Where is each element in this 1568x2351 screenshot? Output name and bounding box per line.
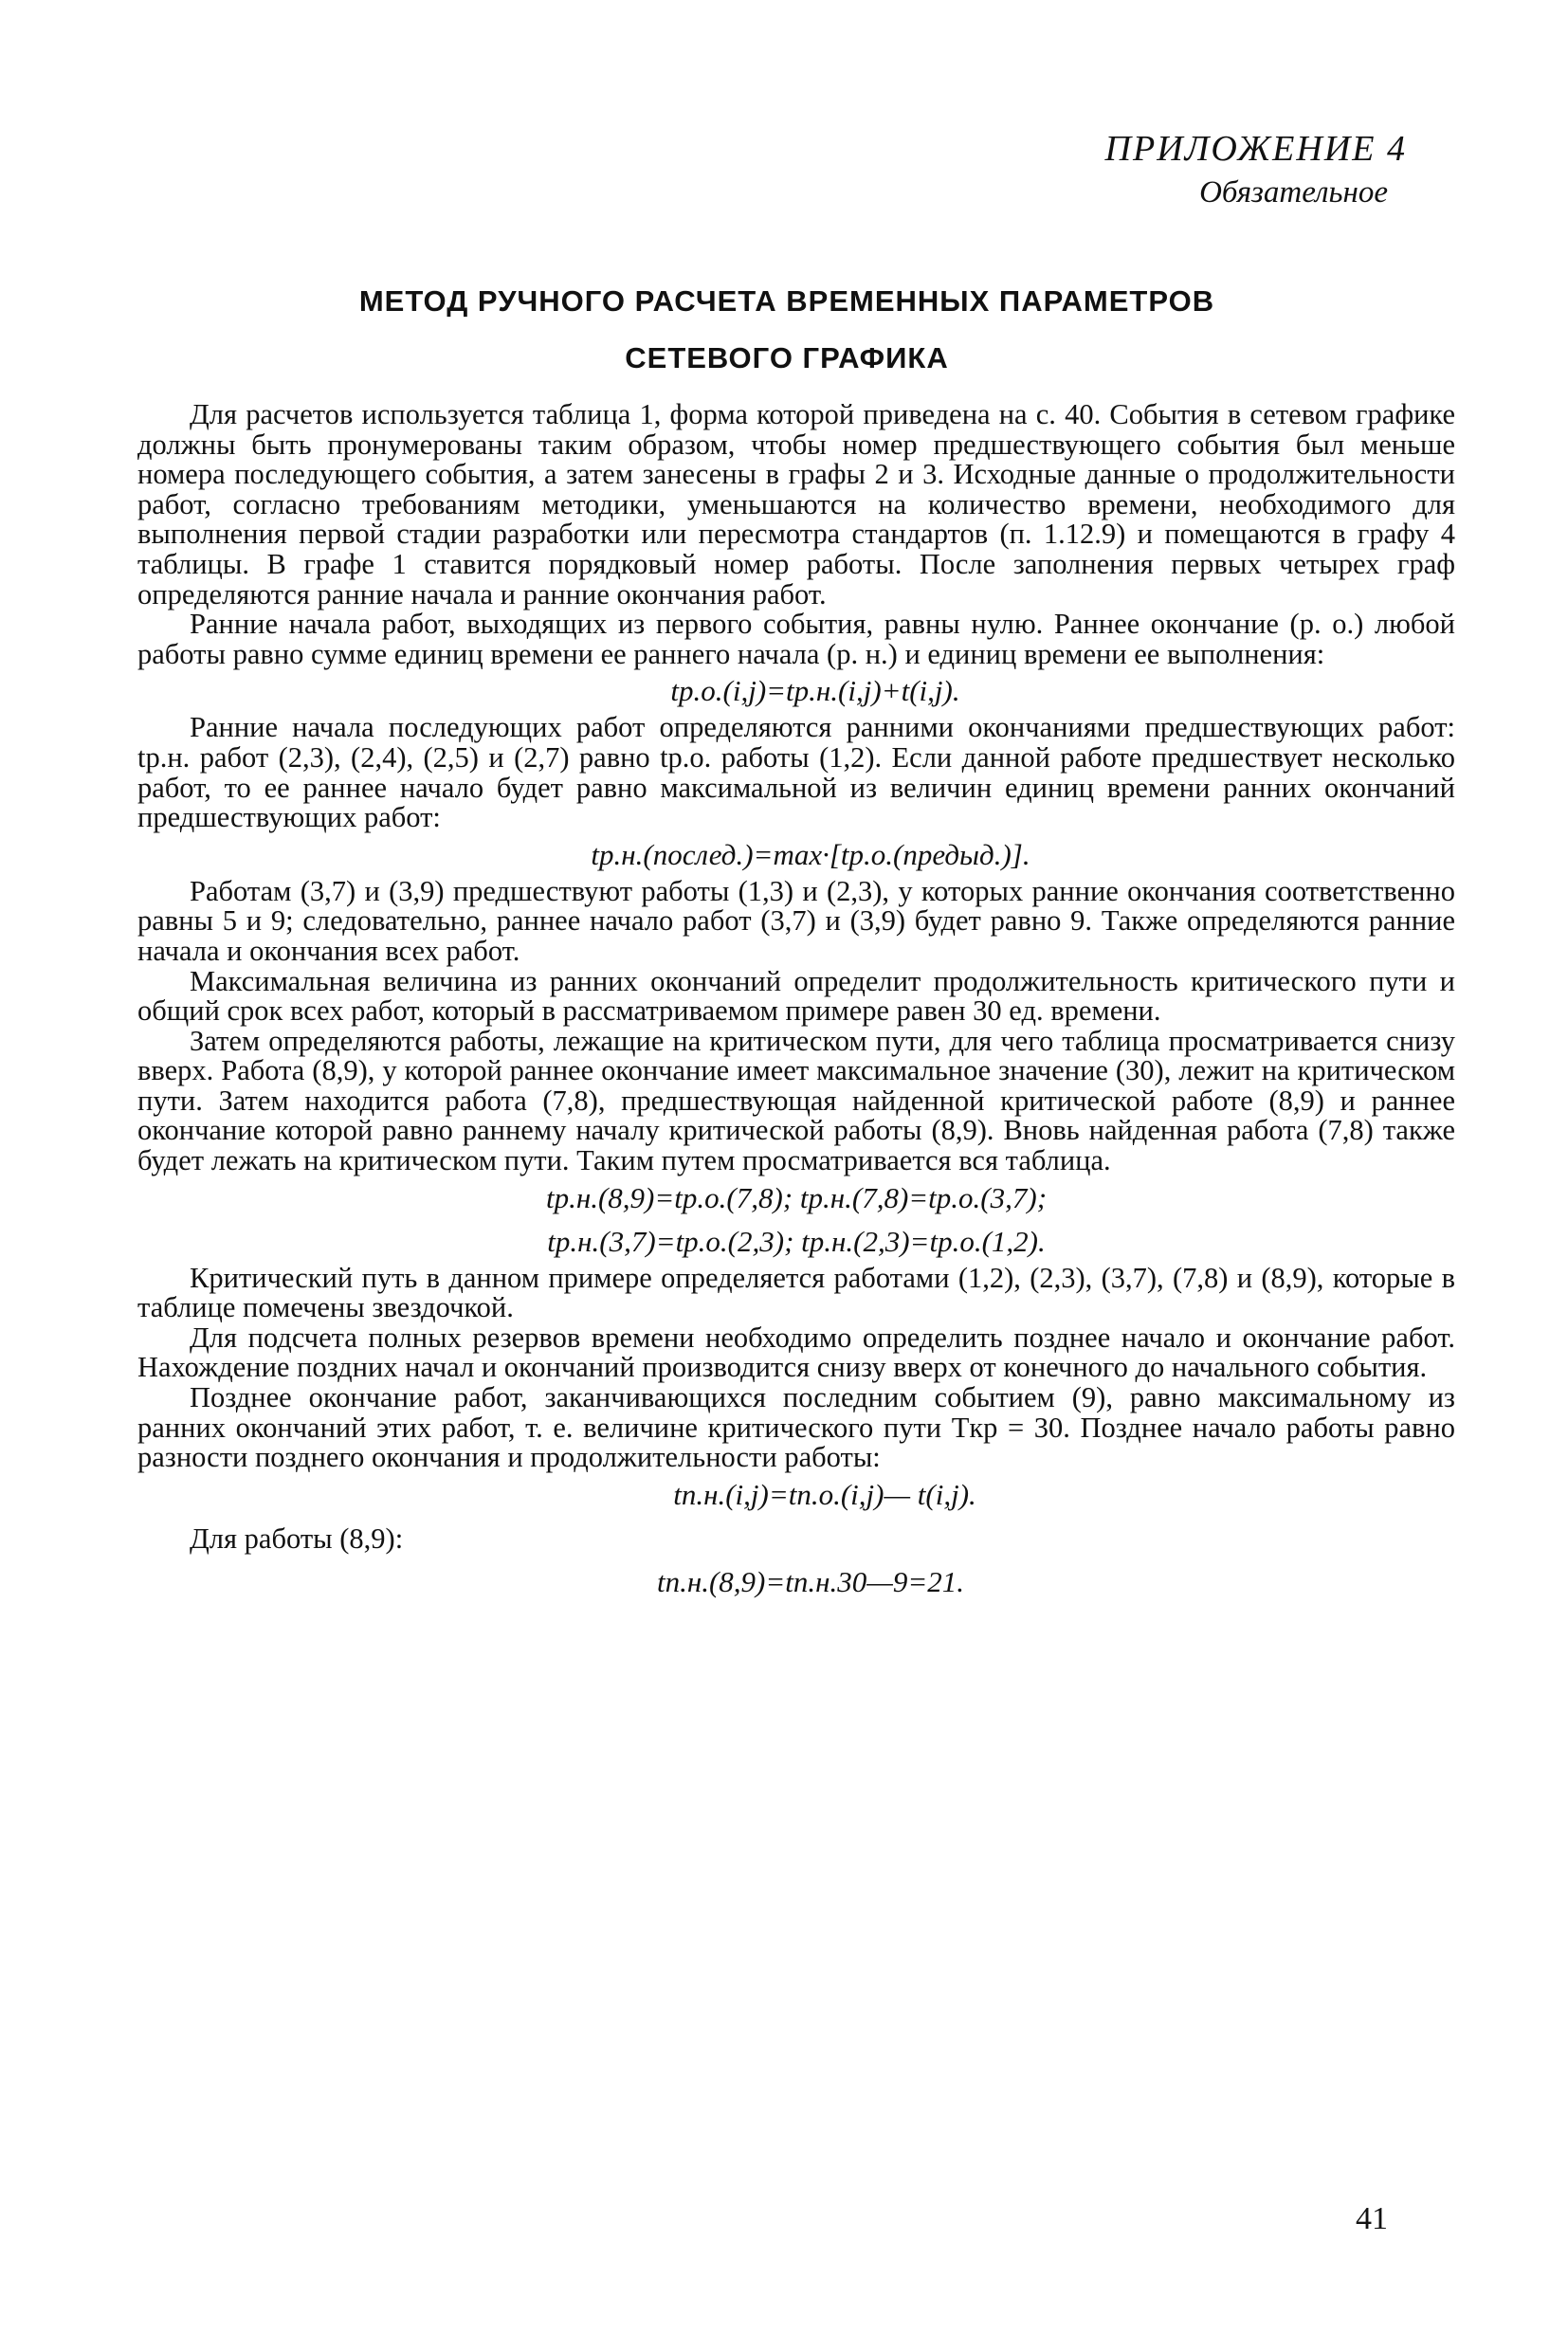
title-line-1: МЕТОД РУЧНОГО РАСЧЕТА ВРЕМЕННЫХ ПАРАМЕТРОВ bbox=[358, 284, 1215, 318]
paragraph-1: Для расчетов используется таблица 1, форма которой приведена на с. 40. События в сетевом графике должны быть пронумерованы таким образом, чтобы номер предшествующего события был меньше номера последующего события, а затем занесены в графы 2 и 3. Исходные данные о продолжительности работ, согласно требованиям методики, уменьшаются на количество времени, необходимого для выполнения первой стадии разработки или пересмотра стандартов (п. 1.12.9) и помещаются в графу 4 таблицы. В графе 1 ставится порядковый номер работы. После заполнения первых четырех граф определяются ранние начала и ранние окончания работ. bbox=[137, 398, 1455, 611]
document-body bbox=[137, 400, 1455, 1604]
formula-critical-path-2: tр.н.(3,7)=tр.о.(2,3); tр.н.(2,3)=tр.о.(1,2). bbox=[547, 1224, 1046, 1258]
formula-critical-path-1: tр.н.(8,9)=tр.о.(7,8); tр.н.(7,8)=tр.о.(3,7); bbox=[545, 1180, 1048, 1214]
formula-late-start: tп.н.(i,j)=tп.о.(i,j)— t(i,j). bbox=[673, 1477, 976, 1511]
paragraph-2: Ранние начала работ, выходящих из первого события, равны нулю. Раннее окончание (р. о.) любой работы равно сумме единиц времени ее раннего начала (р. н.) и единиц времени ее выполнения: bbox=[137, 608, 1455, 670]
paragraph-10: Для работы (8,9): bbox=[190, 1522, 404, 1555]
paragraph-4: Работам (3,7) и (3,9) предшествуют работы (1,3) и (2,3), у которых ранние окончания соответственно равны 5 и 9; следовательно, раннее начало работ (3,7) и (3,9) будет равно 9. Также определяются ранние начала и окончания всех работ. bbox=[137, 874, 1455, 967]
status-label: Обязательное bbox=[1199, 175, 1388, 210]
paragraph-9: Позднее окончание работ, заканчивающихся последним событием (9), равно максимальному из ранних окончаний этих работ, т. е. величине критического пути Tкр = 30. Позднее начало работы равно разности позднего окончания и продолжительности работы: bbox=[137, 1381, 1455, 1474]
formula-late-start-example: tп.н.(8,9)=tп.н.30—9=21. bbox=[656, 1564, 965, 1598]
paragraph-6: Затем определяются работы, лежащие на критическом пути, для чего таблица просматривается снизу вверх. Работа (8,9), у которой раннее окончание имеет максимальное значение (30), лежит на критическом пути. Затем находится работа (7,8), предшествующая найденной критической работе (8,9) и раннее окончание которой равно раннему началу критической работы (8,9). Вновь найденная работа (7,8) также будет лежать на критическом пути. Таким путем просматривается вся таблица. bbox=[137, 1024, 1455, 1177]
paragraph-3: Ранние начала последующих работ определяются ранними окончаниями предшествующих работ: tр.н. работ (2,3), (2,4), (2,5) и (2,7) равно tр.о. работы (1,2). Если данной работе предшествует несколько работ, то ее раннее начало будет равно максимальной из величин единиц времени ранних окончаний предшествующих работ: bbox=[137, 711, 1455, 834]
page-number: 41 bbox=[1356, 2201, 1388, 2236]
paragraph-8: Для подсчета полных резервов времени необходимо определить позднее начало и окончание работ. Нахождение поздних начал и окончаний производится снизу вверх от конечного до начального события. bbox=[137, 1321, 1455, 1384]
formula-early-start-max: tр.н.(послед.)=max·[tр.о.(предыд.)]. bbox=[591, 837, 1030, 871]
title-line-2: СЕТЕВОГО ГРАФИКА bbox=[625, 341, 949, 374]
paragraph-5: Максимальная величина из ранних окончаний определит продолжительность критического пути и общий срок всех работ, который в рассматриваемом примере равен 30 ед. времени. bbox=[137, 964, 1455, 1028]
paragraph-7: Критический путь в данном примере определяется работами (1,2), (2,3), (3,7), (7,8) и (8,9), которые в таблице помечены звездочкой. bbox=[137, 1261, 1455, 1324]
formula-early-finish: tр.о.(i,j)=tр.н.(i,j)+t(i,j). bbox=[670, 674, 960, 708]
appendix-label: ПРИЛОЖЕНИЕ 4 bbox=[1104, 129, 1407, 169]
